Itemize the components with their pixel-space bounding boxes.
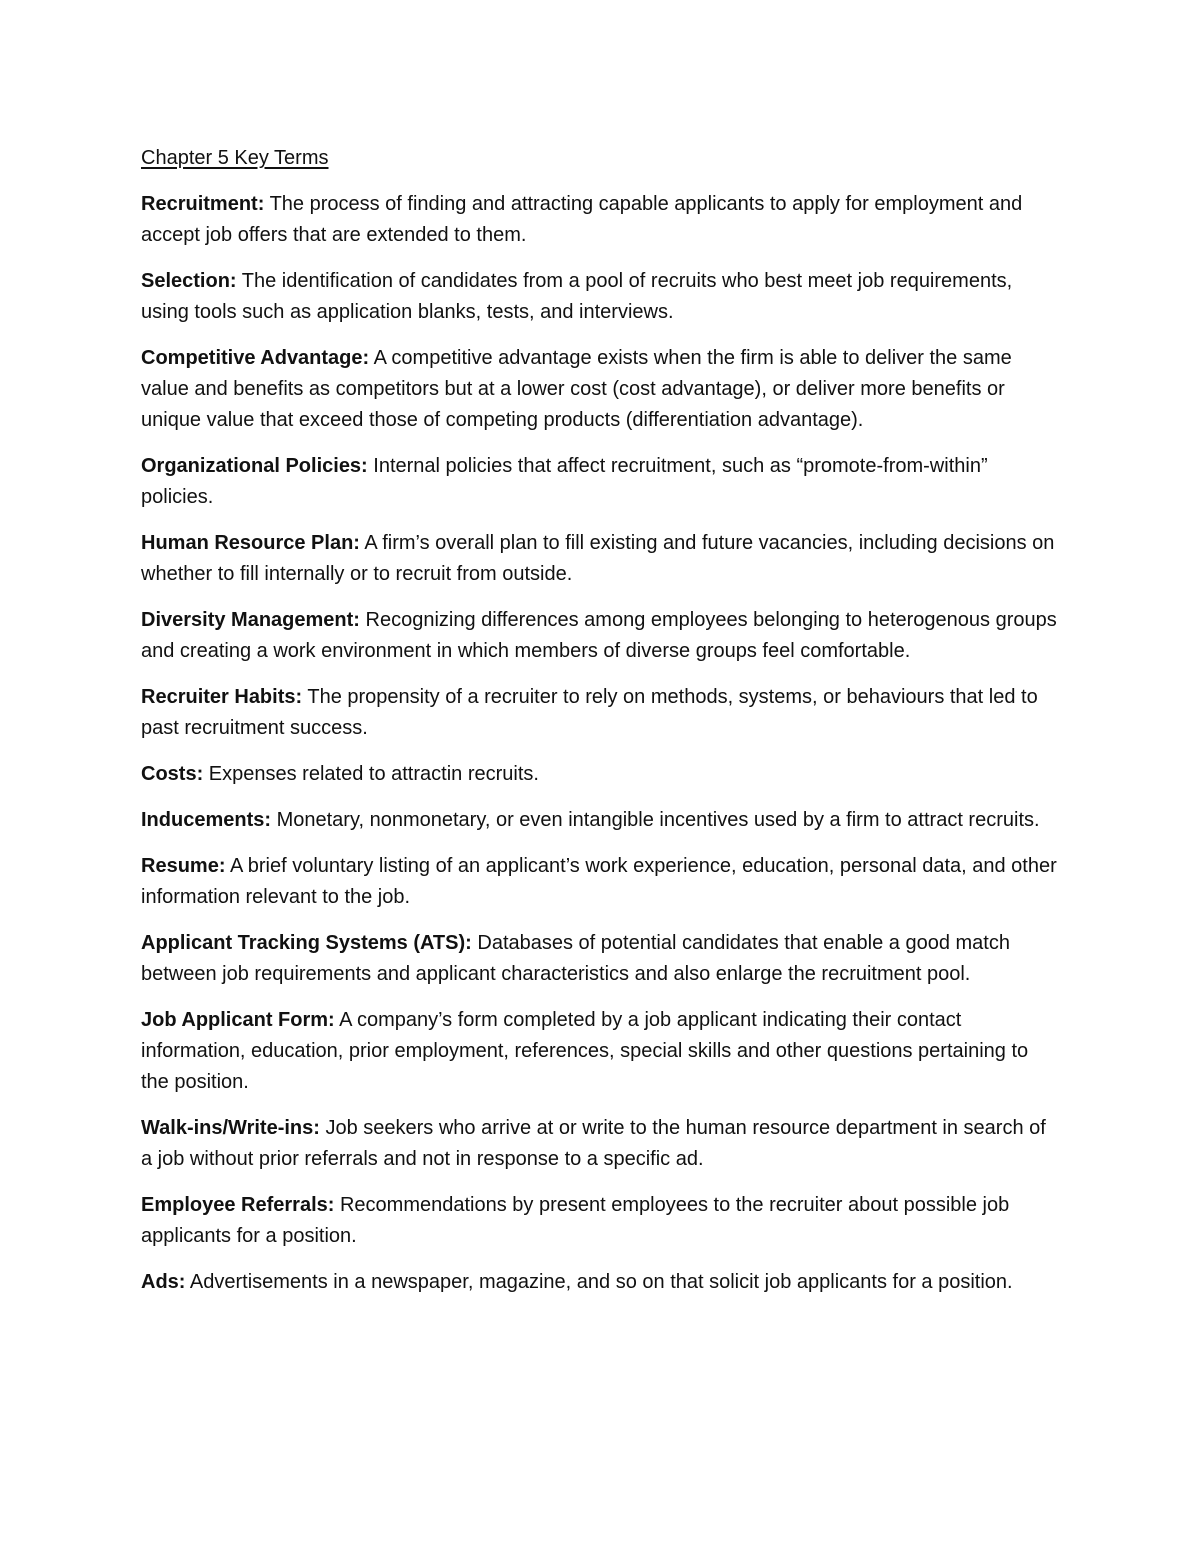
term-name: Diversity Management:	[141, 609, 360, 631]
document-title: Chapter 5 Key Terms	[141, 147, 329, 169]
term-recruiter-habits	[141, 682, 1059, 744]
term-name: Recruitment:	[141, 193, 265, 215]
term-name: Human Resource Plan:	[141, 532, 360, 554]
term-organizational-policies	[141, 451, 1059, 513]
term-definition: Job seekers who arrive at or write to the human resource department in search of a job without prior referrals and not in response to a specific ad.	[141, 1117, 1046, 1170]
term-resume	[141, 851, 1059, 913]
term-competitive-advantage	[141, 343, 1059, 436]
term-name: Job Applicant Form:	[141, 1009, 335, 1031]
term-name: Walk-ins/Write-ins:	[141, 1117, 320, 1139]
term-definition: The process of finding and attracting capable applicants to apply for employment and accept job offers that are extended to them.	[141, 193, 1023, 246]
term-employee-referrals	[141, 1190, 1059, 1252]
term-walk-ins-write-ins	[141, 1113, 1059, 1175]
term-name: Resume:	[141, 855, 226, 877]
term-name: Inducements:	[141, 809, 272, 831]
term-name: Selection:	[141, 270, 237, 292]
term-definition: Databases of potential candidates that enable a good match between job requirements and applicant characteristics and also enlarge the recruitment pool.	[141, 932, 1010, 985]
term-definition: The identification of candidates from a pool of recruits who best meet job requirements, using tools such as application blanks, tests, and interviews.	[141, 270, 1013, 323]
term-definition: Recommendations by present employees to the recruiter about possible job applicants for a position.	[141, 1194, 1010, 1247]
term-definition: A competitive advantage exists when the firm is able to deliver the same value and benefits as competitors but at a lower cost (cost advantage), or deliver more benefits or unique value that exceed those of competing products (differentiation advantage).	[141, 347, 1012, 431]
document-page	[141, 143, 1059, 1313]
term-definition: Expenses related to attractin recruits.	[208, 763, 539, 785]
term-costs	[141, 759, 1059, 790]
term-definition: Recognizing differences among employees belonging to heterogenous groups and creating a work environment in which members of diverse groups feel comfortable.	[141, 609, 1057, 662]
term-definition: The propensity of a recruiter to rely on methods, systems, or behaviours that led to past recruitment success.	[141, 686, 1038, 739]
term-recruitment	[141, 189, 1059, 251]
term-definition: Monetary, nonmonetary, or even intangible incentives used by a firm to attract recruits.	[276, 809, 1040, 831]
term-name: Costs:	[141, 763, 204, 785]
term-selection	[141, 266, 1059, 328]
term-name: Recruiter Habits:	[141, 686, 303, 708]
term-inducements	[141, 805, 1059, 836]
term-definition: A brief voluntary listing of an applicant’s work experience, education, personal data, and other information relevant to the job.	[141, 855, 1057, 908]
term-human-resource-plan	[141, 528, 1059, 590]
term-name: Ads:	[141, 1271, 186, 1293]
term-name: Competitive Advantage:	[141, 347, 370, 369]
term-name: Organizational Policies:	[141, 455, 368, 477]
term-definition: A company’s form completed by a job applicant indicating their contact information, education, prior employment, references, special skills and other questions pertaining to the position.	[141, 1009, 1029, 1093]
term-name: Employee Referrals:	[141, 1194, 335, 1216]
term-definition: Advertisements in a newspaper, magazine, and so on that solicit job applicants for a position.	[189, 1271, 1013, 1293]
term-ads	[141, 1267, 1059, 1298]
term-job-applicant-form	[141, 1005, 1059, 1098]
term-name: Applicant Tracking Systems (ATS):	[141, 932, 472, 954]
term-definition: Internal policies that affect recruitment, such as “promote-from-within” policies.	[141, 455, 988, 508]
term-applicant-tracking-systems	[141, 928, 1059, 990]
term-definition: A firm’s overall plan to fill existing and future vacancies, including decisions on whether to fill internally or to recruit from outside.	[141, 532, 1055, 585]
term-diversity-management	[141, 605, 1059, 667]
